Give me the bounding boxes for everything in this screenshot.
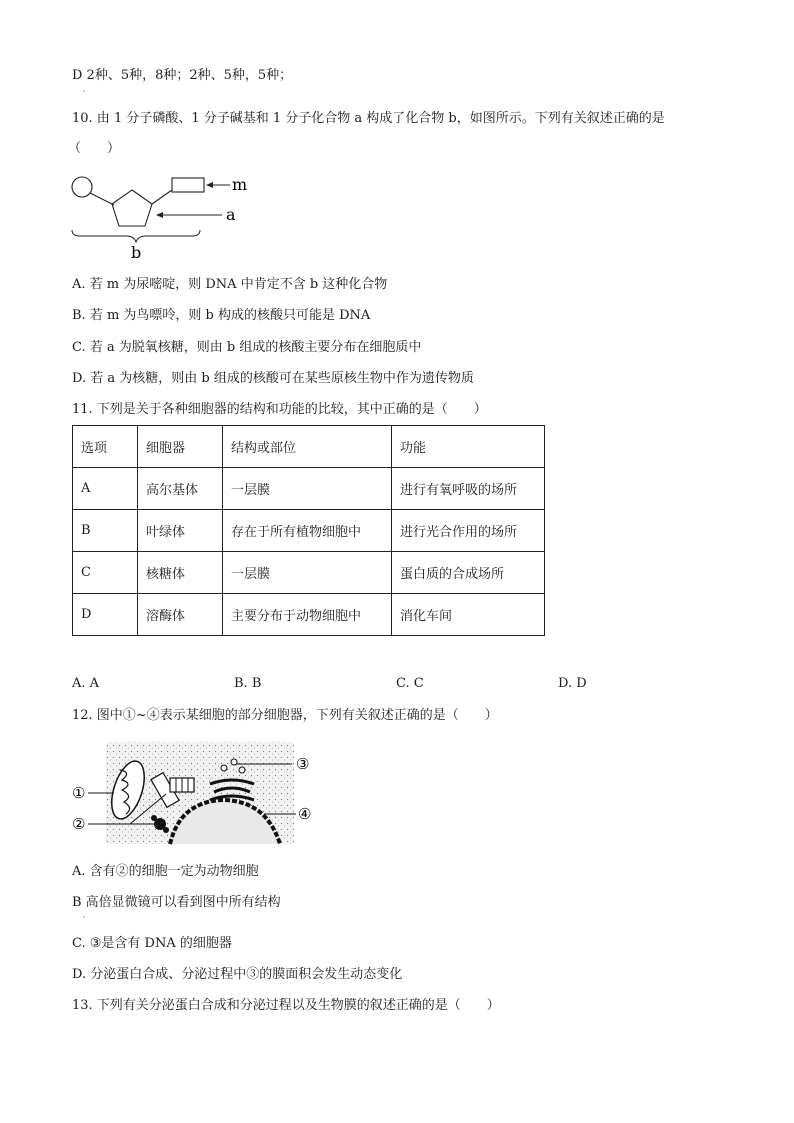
q13-stem: 13. 下列有关分泌蛋白合成和分泌过程以及生物膜的叙述正确的是（ ） <box>72 998 500 1013</box>
table-cell: 叶绿体 <box>138 510 223 552</box>
base-bond <box>152 190 172 204</box>
table-cell: 溶酶体 <box>138 594 223 636</box>
label-a: a <box>226 205 236 224</box>
table-cell: B <box>73 510 138 552</box>
q11-answer-b: B. B <box>234 676 262 691</box>
organelle-comparison-table <box>72 425 545 636</box>
stray-dot: · <box>83 913 86 922</box>
table-header: 功能 <box>392 426 545 468</box>
q11-answer-d: D. D <box>558 676 587 691</box>
q11-stem: 11. 下列是关于各种细胞器的结构和功能的比较，其中正确的是（ ） <box>72 402 487 417</box>
table-cell: 蛋白质的合成场所 <box>392 552 545 594</box>
cell-organelle-diagram <box>70 738 330 848</box>
q12-option-b: B 高倍显微镜可以看到图中所有结构 <box>72 895 281 910</box>
q10-stem: 10. 由 1 分子磷酸、1 分子碱基和 1 分子化合物 a 构成了化合物 b，如图所示。下列有关叙述正确的是 <box>72 111 665 126</box>
table-header: 结构或部位 <box>223 426 392 468</box>
ribosome-dot <box>163 827 169 833</box>
base-rectangle <box>172 178 204 192</box>
q12-option-c: C. ③是含有 DNA 的细胞器 <box>72 936 232 951</box>
label-b: b <box>131 243 142 262</box>
table-cell: 主要分布于动物细胞中 <box>223 594 392 636</box>
table-header-row <box>73 426 545 468</box>
table-cell: 进行有氧呼吸的场所 <box>392 468 545 510</box>
q10-option-b: B. 若 m 为鸟嘌呤，则 b 构成的核酸只可能是 DNA <box>72 308 371 323</box>
label-m: m <box>232 175 248 194</box>
table-cell: 核糖体 <box>138 552 223 594</box>
q10-answer-paren: （ ） <box>68 141 121 156</box>
label-circled-2: ② <box>72 815 86 833</box>
label-circled-1: ① <box>72 784 86 802</box>
q12-option-d: D. 分泌蛋白合成、分泌过程中③的膜面积会发生动态变化 <box>72 967 403 982</box>
nucleotide-diagram <box>68 172 268 262</box>
q12-stem: 12. 图中①~④表示某细胞的部分细胞器，下列有关叙述正确的是（ ） <box>72 708 498 723</box>
b-brace <box>72 230 200 242</box>
m-arrowhead <box>206 182 213 188</box>
table-cell: D <box>73 594 138 636</box>
table-header: 细胞器 <box>138 426 223 468</box>
a-arrowhead <box>156 212 163 218</box>
table-row <box>73 552 545 594</box>
stray-dot: · <box>83 87 86 96</box>
table-cell: 高尔基体 <box>138 468 223 510</box>
label-circled-3: ③ <box>296 755 310 773</box>
table-row <box>73 594 545 636</box>
table-cell: C <box>73 552 138 594</box>
table-cell: 一层膜 <box>223 468 392 510</box>
table-header: 选项 <box>73 426 138 468</box>
table-cell: 存在于所有植物细胞中 <box>223 510 392 552</box>
q10-option-a: A. 若 m 为尿嘧啶，则 DNA 中肯定不含 b 这种化合物 <box>72 277 388 292</box>
ribosome-dot <box>151 815 157 821</box>
phosphate-bond <box>90 193 114 205</box>
pentose-pentagon <box>112 190 152 226</box>
q12-option-a: A. 含有②的细胞一定为动物细胞 <box>72 864 259 879</box>
table-cell: 进行光合作用的场所 <box>392 510 545 552</box>
table-row <box>73 468 545 510</box>
q11-answer-a: A. A <box>72 676 100 691</box>
q9-option-d: D 2种、5种，8种；2种、5种，5种； <box>72 68 293 83</box>
table-cell: A <box>73 468 138 510</box>
phosphate-circle <box>72 177 92 197</box>
table-cell: 消化车间 <box>392 594 545 636</box>
q10-option-c: C. 若 a 为脱氧核糖，则由 b 组成的核酸主要分布在细胞质中 <box>72 340 422 355</box>
table-row <box>73 510 545 552</box>
q10-option-d: D. 若 a 为核糖，则由 b 组成的核酸可在某些原核生物中作为遗传物质 <box>72 371 474 386</box>
table-cell: 一层膜 <box>223 552 392 594</box>
label-circled-4: ④ <box>298 805 312 823</box>
q11-answer-c: C. C <box>396 676 424 691</box>
